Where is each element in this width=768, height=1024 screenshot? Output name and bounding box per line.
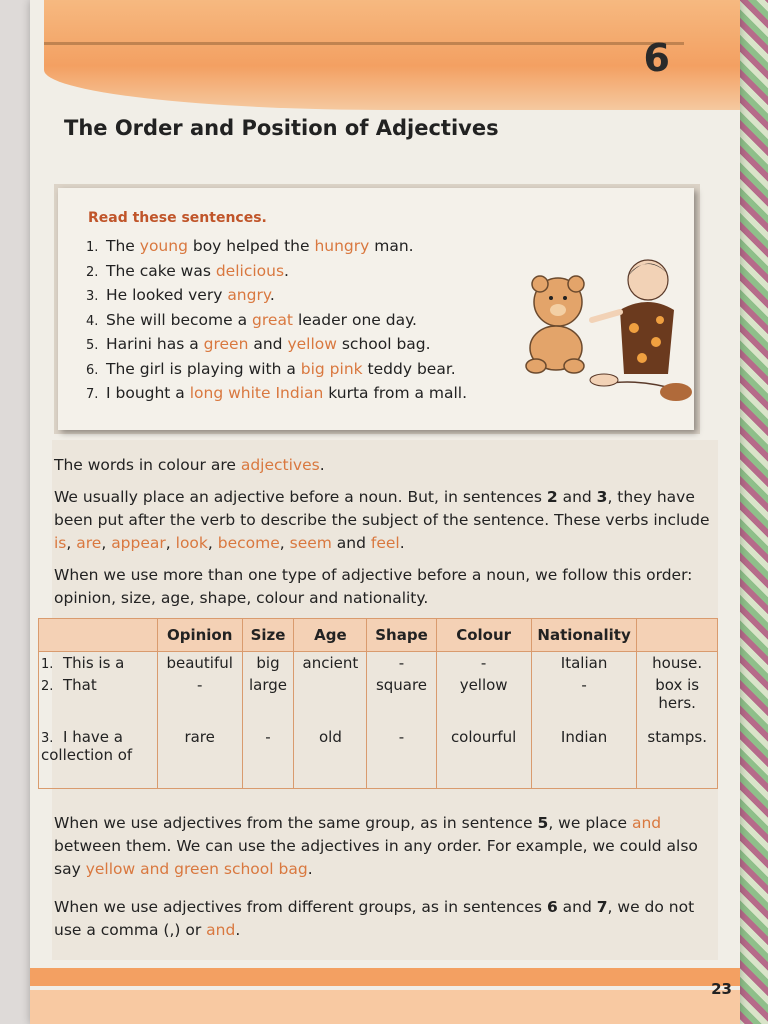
- sentence-number-ref: 3: [596, 488, 608, 506]
- table-cell: beautiful: [157, 652, 242, 675]
- adjective-word: long white Indian: [189, 384, 324, 402]
- table-cell: -: [157, 674, 242, 714]
- chapter-banner: [44, 0, 740, 110]
- sentence-text: leader one day.: [293, 310, 417, 329]
- adjective-word: big pink: [300, 359, 363, 378]
- sentence-number-ref: 7: [596, 898, 608, 916]
- paragraph-text: When we use adjectives from the same group, as in sentence: [54, 814, 538, 832]
- adjective-word: adjectives: [240, 456, 320, 474]
- adjective-word: become: [217, 534, 280, 552]
- paragraph-text: ,: [165, 534, 176, 552]
- table-cell: [294, 674, 367, 714]
- sentence-text: teddy bear.: [362, 359, 456, 378]
- banner-line: [44, 42, 684, 45]
- list-item: [86, 332, 467, 357]
- page-title: The Order and Position of Adjectives: [64, 116, 499, 140]
- sentence-text: The: [106, 237, 140, 255]
- table-header-cell: Nationality: [531, 619, 637, 652]
- sentence-text: kurta from a mall.: [323, 384, 468, 402]
- table-cell: large: [242, 674, 294, 714]
- sentence-number-ref: 6: [546, 898, 558, 916]
- paragraph-text: When we use adjectives from different groups, as in sentences: [54, 898, 547, 916]
- sentence-box-heading: Read these sentences.: [88, 210, 267, 226]
- adjective-word: seem: [289, 534, 332, 552]
- row-number: 2.: [41, 679, 54, 694]
- row-label-text: I have a collection of: [41, 728, 133, 764]
- sentence-number: 7.: [86, 387, 99, 402]
- paragraph-different-groups: [54, 896, 714, 942]
- sentence-text: The girl is playing with a: [106, 359, 301, 378]
- sentence-text: I bought a: [106, 384, 190, 402]
- paragraph-text: The words in colour are: [54, 456, 241, 474]
- table-cell: house.: [637, 652, 718, 675]
- paragraph-text: , we do not use a comma (,) or: [54, 898, 695, 939]
- table-cell: square: [367, 674, 436, 714]
- paragraph-text: .: [319, 456, 325, 474]
- adjective-word: yellow and green school bag: [85, 860, 308, 878]
- girl-icon: [590, 260, 692, 401]
- paragraph-text: .: [235, 921, 241, 939]
- adjective-word: hungry: [314, 237, 370, 255]
- sentence-number: 5.: [86, 338, 99, 353]
- chapter-number: 6: [643, 36, 670, 80]
- table-row: [39, 714, 718, 789]
- adjective-word: and: [206, 921, 236, 939]
- table-row: [39, 674, 718, 714]
- adjective-word: feel: [370, 534, 400, 552]
- footer-bar: [30, 968, 740, 986]
- table-cell: rare: [157, 714, 242, 789]
- paragraph-text: and: [557, 488, 597, 506]
- sentence-number: 3.: [86, 289, 99, 304]
- list-item: [86, 381, 467, 406]
- paragraph-same-group: [54, 812, 714, 881]
- sentence-text: Harini has a: [106, 335, 204, 353]
- sentence-text: The cake was: [106, 261, 216, 280]
- table-header-cell: Age: [294, 619, 367, 652]
- table-cell: ancient: [294, 652, 367, 675]
- table-cell: -: [367, 714, 436, 789]
- paragraph-text: and: [557, 898, 597, 916]
- sentence-text: .: [269, 286, 275, 304]
- sentence-number: 4.: [86, 313, 99, 329]
- girl-with-teddy-illustration: [508, 250, 698, 410]
- footer-band: [30, 990, 740, 1024]
- adjective-word: yellow: [287, 335, 337, 353]
- table-header-cell: Size: [242, 619, 294, 652]
- list-item: [86, 308, 467, 333]
- table-cell: big: [242, 652, 294, 675]
- paragraph-adjectives-definition: [54, 454, 714, 477]
- table-row-label: [39, 674, 158, 714]
- paragraph-text: When we use more than one type of adjective before a noun, we follow this order: opinion, size, age, shape, colour and nationality.: [54, 566, 693, 607]
- table-row-label: [39, 714, 158, 789]
- row-label-text: This is a: [63, 654, 125, 672]
- row-number: 1.: [41, 657, 54, 672]
- sentence-text: boy helped the: [187, 237, 315, 255]
- table-cell: Indian: [531, 714, 637, 789]
- adjective-word: delicious: [215, 261, 285, 280]
- paragraph-text: , we place: [548, 814, 632, 832]
- adjective-word: young: [139, 237, 188, 255]
- adjective-word: green: [203, 335, 249, 353]
- table-cell: colourful: [436, 714, 531, 789]
- paragraph-text: between them. We can use the adjectives in any order. For example, we could also say: [54, 837, 698, 878]
- sentence-text: school bag.: [336, 335, 431, 353]
- sentence-number-ref: 2: [546, 488, 558, 506]
- page-number: 23: [711, 980, 732, 998]
- table-cell: stamps.: [637, 714, 718, 789]
- table-row-label: [39, 652, 158, 675]
- sentence-text: man.: [369, 237, 414, 255]
- table-row: [39, 652, 718, 675]
- table-header-cell: [39, 619, 158, 652]
- list-item: [86, 234, 467, 259]
- textbook-page: [30, 0, 740, 1024]
- sentence-text: .: [284, 261, 289, 280]
- adjective-word: great: [252, 310, 294, 329]
- table-cell: old: [294, 714, 367, 789]
- table-cell: -: [367, 652, 436, 675]
- sentence-text: He looked very: [106, 286, 228, 304]
- list-item: [86, 259, 467, 284]
- adjective-word: angry: [227, 286, 270, 304]
- row-number: 3.: [41, 731, 54, 746]
- paragraph-text: We usually place an adjective before a noun. But, in sentences: [54, 488, 547, 506]
- paragraph-adjective-order: [54, 564, 714, 610]
- adjective-word: look: [175, 534, 208, 552]
- table-cell: -: [531, 674, 637, 714]
- table-header-cell: Shape: [367, 619, 436, 652]
- table-header-cell: [637, 619, 718, 652]
- sentence-number: 2.: [86, 264, 99, 280]
- adjective-order-table: [38, 618, 718, 789]
- sentence-number: 1.: [86, 240, 99, 255]
- adjective-word: are: [76, 534, 102, 552]
- paragraph-text: ,: [101, 534, 112, 552]
- teddy-bear-icon: [526, 276, 584, 373]
- adjective-word: is: [54, 534, 67, 552]
- list-item: [86, 357, 467, 382]
- paragraph-text: .: [399, 534, 405, 552]
- table-header-row: [39, 619, 718, 652]
- table-cell: box is hers.: [637, 674, 718, 714]
- paragraph-text: , they have been put after the verb to describe the subject of the sentence. These verbs include: [54, 488, 710, 529]
- table-cell: -: [436, 652, 531, 675]
- table-cell: yellow: [436, 674, 531, 714]
- table-cell: Italian: [531, 652, 637, 675]
- paragraph-text: ,: [279, 534, 290, 552]
- sentence-number-ref: 5: [537, 814, 549, 832]
- paragraph-adjective-position: [54, 486, 714, 555]
- table-header-cell: Colour: [436, 619, 531, 652]
- paragraph-text: .: [307, 860, 313, 878]
- sentence-text: and: [248, 335, 288, 353]
- sentence-number: 6.: [86, 362, 99, 378]
- paragraph-text: ,: [207, 534, 218, 552]
- list-item: [86, 283, 467, 308]
- paragraph-text: and: [331, 534, 371, 552]
- adjective-word: and: [631, 814, 662, 832]
- table-cell: -: [242, 714, 294, 789]
- adjective-word: appear: [111, 534, 166, 552]
- sentence-list: [86, 234, 467, 406]
- sentence-text: She will become a: [106, 310, 253, 329]
- row-label-text: That: [63, 676, 97, 694]
- table-header-cell: Opinion: [157, 619, 242, 652]
- paragraph-text: ,: [66, 534, 77, 552]
